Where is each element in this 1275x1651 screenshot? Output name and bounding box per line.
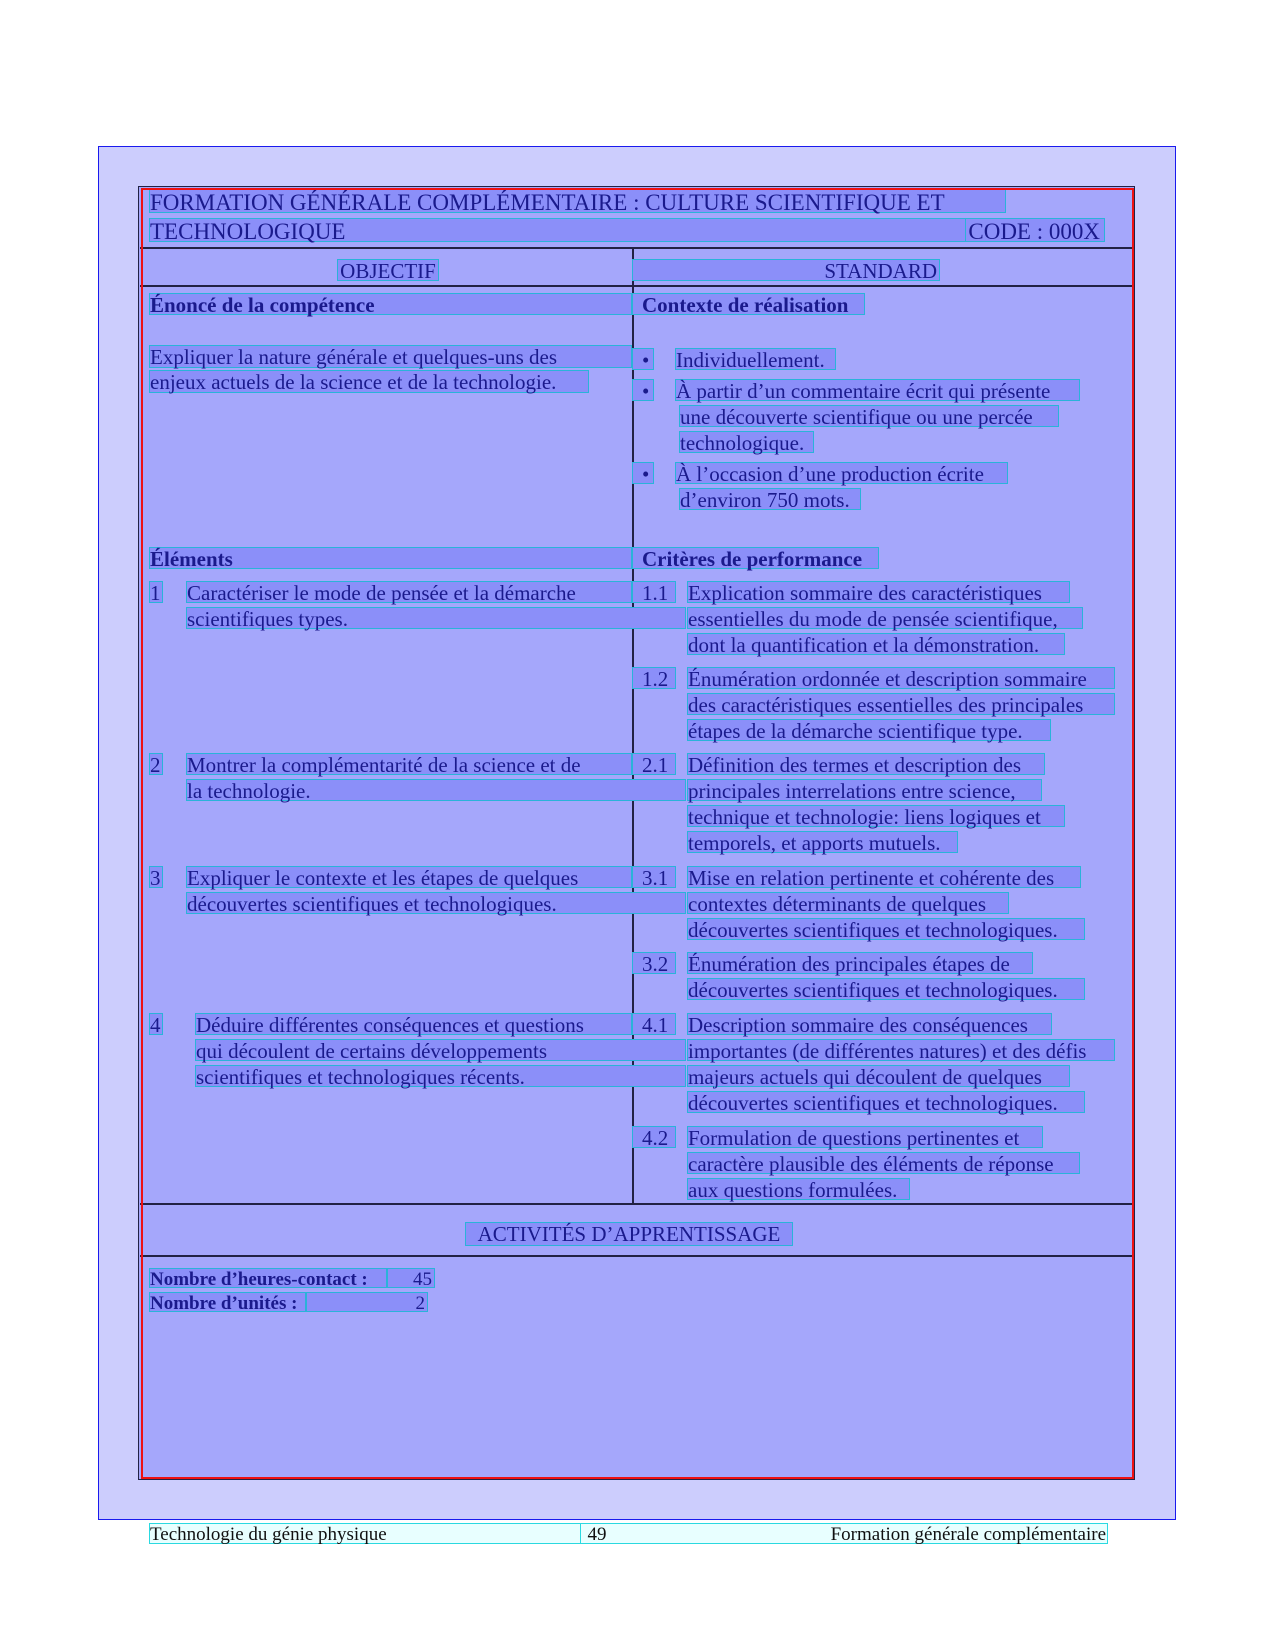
- criteres-heading: Critères de performance: [632, 547, 879, 569]
- contexte-item-1: Individuellement.: [675, 348, 836, 370]
- unites-label: Nombre d’unités :: [149, 1292, 306, 1312]
- contexte-item-2-line1: À partir d’un commentaire écrit qui présente: [675, 379, 1080, 401]
- critere-4-1-line4: découvertes scientifiques et technologiques.: [687, 1091, 1085, 1113]
- footer-program: Technologie du génie physique: [149, 1523, 581, 1544]
- element-4-line3: scientifiques et technologiques récents.: [195, 1065, 686, 1087]
- critere-3-1-number: 3.1: [632, 866, 676, 888]
- critere-2-1-line1: Définition des termes et description des: [687, 753, 1045, 775]
- critere-1-2-line1: Énumération ordonnée et description sommaire: [687, 667, 1115, 689]
- critere-3-2-line1: Énumération des principales étapes de: [687, 952, 1033, 974]
- critere-1-1-line3: dont la quantification et la démonstration.: [687, 633, 1065, 655]
- element-3-line1: Expliquer le contexte et les étapes de quelques: [186, 866, 632, 888]
- contexte-heading: Contexte de réalisation: [632, 293, 865, 315]
- bullet-2: •: [632, 379, 654, 401]
- critere-3-2-number: 3.2: [632, 952, 676, 974]
- rule-header: [140, 247, 1134, 249]
- footer-page-number: 49: [581, 1523, 613, 1544]
- critere-2-1-number: 2.1: [632, 753, 676, 775]
- element-3-line2: découvertes scientifiques et technologiques.: [186, 892, 686, 914]
- element-4-line2: qui découlent de certains développements: [195, 1039, 686, 1061]
- critere-1-1-line2: essentielles du mode de pensée scientifique,: [687, 607, 1083, 629]
- critere-4-1-line1: Description sommaire des conséquences: [687, 1013, 1052, 1035]
- critere-4-1-line3: majeurs actuels qui découlent de quelques: [687, 1065, 1070, 1087]
- critere-1-2-line3: étapes de la démarche scientifique type.: [687, 719, 1051, 741]
- element-2-line1: Montrer la complémentarité de la science et de: [186, 753, 632, 775]
- column-standard: STANDARD: [632, 259, 940, 281]
- elements-heading: Éléments: [149, 547, 632, 569]
- rule-columns: [140, 285, 1134, 287]
- activites-heading: ACTIVITÉS D’APPRENTISSAGE: [465, 1222, 793, 1246]
- heures-contact-value: 45: [387, 1268, 435, 1288]
- heures-contact-label: Nombre d’heures-contact :: [149, 1268, 387, 1288]
- critere-1-1-number: 1.1: [632, 581, 676, 603]
- element-2-line2: la technologie.: [186, 779, 686, 801]
- rule-activites-bottom: [140, 1255, 1134, 1257]
- element-1-line1: Caractériser le mode de pensée et la démarche: [186, 581, 632, 603]
- critere-3-1-line1: Mise en relation pertinente et cohérente des: [687, 866, 1081, 888]
- critere-4-2-line2: caractère plausible des éléments de réponse: [687, 1152, 1080, 1174]
- critere-1-1-line1: Explication sommaire des caractéristiques: [687, 581, 1070, 603]
- footer-section: Formation générale complémentaire: [613, 1523, 1108, 1544]
- critere-4-2-number: 4.2: [632, 1126, 676, 1148]
- element-1-number: 1: [149, 581, 163, 603]
- rule-activites-top: [140, 1203, 1134, 1205]
- critere-1-2-line2: des caractéristiques essentielles des principales: [687, 693, 1115, 715]
- critere-4-2-line1: Formulation de questions pertinentes et: [687, 1126, 1043, 1148]
- bullet-1: •: [632, 348, 654, 370]
- critere-3-2-line2: découvertes scientifiques et technologiques.: [687, 978, 1085, 1000]
- program-title-line2: TECHNOLOGIQUE: [149, 218, 969, 242]
- critere-4-2-line3: aux questions formulées.: [687, 1178, 910, 1200]
- contexte-item-3-line1: À l’occasion d’une production écrite: [675, 462, 1008, 484]
- unites-value: 2: [306, 1292, 428, 1312]
- critere-4-1-number: 4.1: [632, 1013, 676, 1035]
- contexte-item-3-line2: d’environ 750 mots.: [679, 488, 861, 510]
- critere-2-1-line4: temporels, et apports mutuels.: [687, 831, 958, 853]
- element-3-number: 3: [149, 866, 163, 888]
- critere-3-1-line2: contextes déterminants de quelques: [687, 892, 1009, 914]
- element-2-number: 2: [149, 753, 163, 775]
- bullet-3: •: [632, 462, 654, 484]
- course-code: CODE : 000X: [965, 218, 1105, 242]
- competence-text-line2: enjeux actuels de la science et de la technologie.: [149, 370, 589, 393]
- critere-1-2-number: 1.2: [632, 667, 676, 689]
- critere-4-1-line2: importantes (de différentes natures) et des défis: [687, 1039, 1115, 1061]
- element-4-number: 4: [149, 1013, 163, 1035]
- competence-heading: Énoncé de la compétence: [149, 293, 632, 315]
- program-title-line1: FORMATION GÉNÉRALE COMPLÉMENTAIRE : CULTURE SCIENTIFIQUE ET: [149, 189, 1006, 213]
- element-4-line1: Déduire différentes conséquences et questions: [195, 1013, 632, 1035]
- competence-text-line1: Expliquer la nature générale et quelques-uns des: [149, 345, 632, 368]
- contexte-item-2-line2: une découverte scientifique ou une percée: [679, 405, 1059, 427]
- critere-2-1-line2: principales interrelations entre science,: [687, 779, 1042, 801]
- critere-2-1-line3: technique et technologie: liens logiques et: [687, 805, 1065, 827]
- critere-3-1-line3: découvertes scientifiques et technologiques.: [687, 918, 1085, 940]
- element-1-line2: scientifiques types.: [186, 607, 686, 629]
- contexte-item-2-line3: technologique.: [679, 431, 814, 453]
- column-objectif: OBJECTIF: [337, 259, 439, 281]
